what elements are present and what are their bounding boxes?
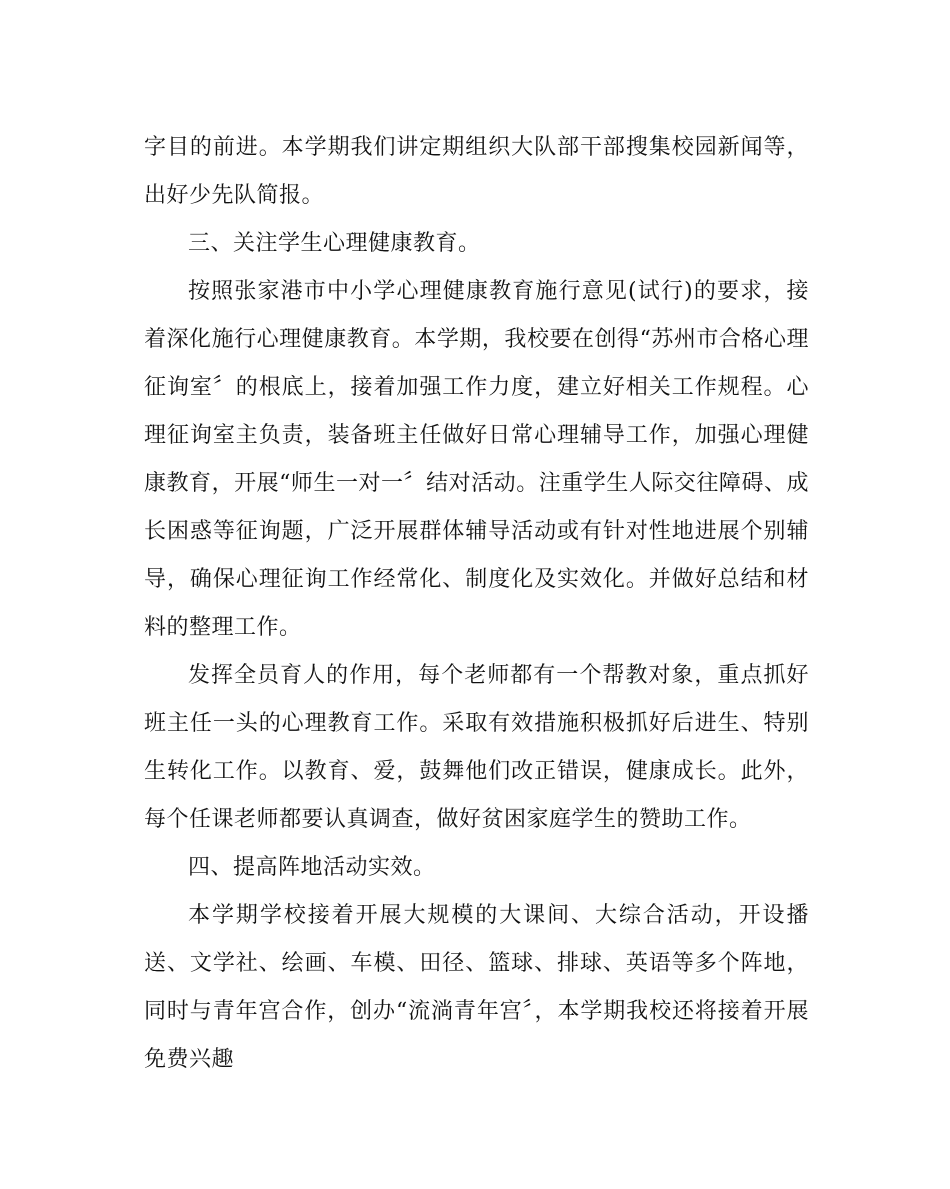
- paragraph-all-staff-education: 发挥全员育人的作用，每个老师都有一个帮教对象，重点抓好班主任一头的心理教育工作。采取有效措施积极抓好后进生、特别生转化工作。以教育、爱，鼓舞他们改正错误，健康成长。此外，每个任课老师都要认真调查，做好贫困家庭学生的赞助工作。: [144, 663, 809, 832]
- section-heading-3: 三、关注学生心理健康教育。: [188, 231, 481, 256]
- section-heading-4: 四、提高阵地活动实效。: [188, 855, 436, 880]
- paragraph-psych-education: 按照张家港市中小学心理健康教育施行意见(试行)的要求，接着深化施行心理健康教育。本学期，我校要在创得“苏州市合格心理征询室〞的根底上，接着加强工作力度，建立好相关工作规程。心理征询室主负责，装备班主任做好日常心理辅导工作，加强心理健康教育，开展“师生一对一〞结对活动。注重学生人际交往障碍、成长困惑等征询题，广泛开展群体辅导活动或有针对性地进展个别辅导，确保心理征询工作经常化、制度化及实效化。并做好总结和材料的整理工作。: [144, 279, 809, 640]
- paragraph-activities: 本学期学校接着开展大规模的大课间、大综合活动，开设播送、文学社、绘画、车模、田径、篮球、排球、英语等多个阵地，同时与青年宫合作，创办“流淌青年宫〞，本学期我校还将接着开展免费兴趣: [144, 903, 809, 1072]
- document-body: [144, 124, 809, 1084]
- paragraph-continuation: 字目的前进。本学期我们讲定期组织大队部干部搜集校园新闻等，出好少先队简报。: [144, 135, 809, 208]
